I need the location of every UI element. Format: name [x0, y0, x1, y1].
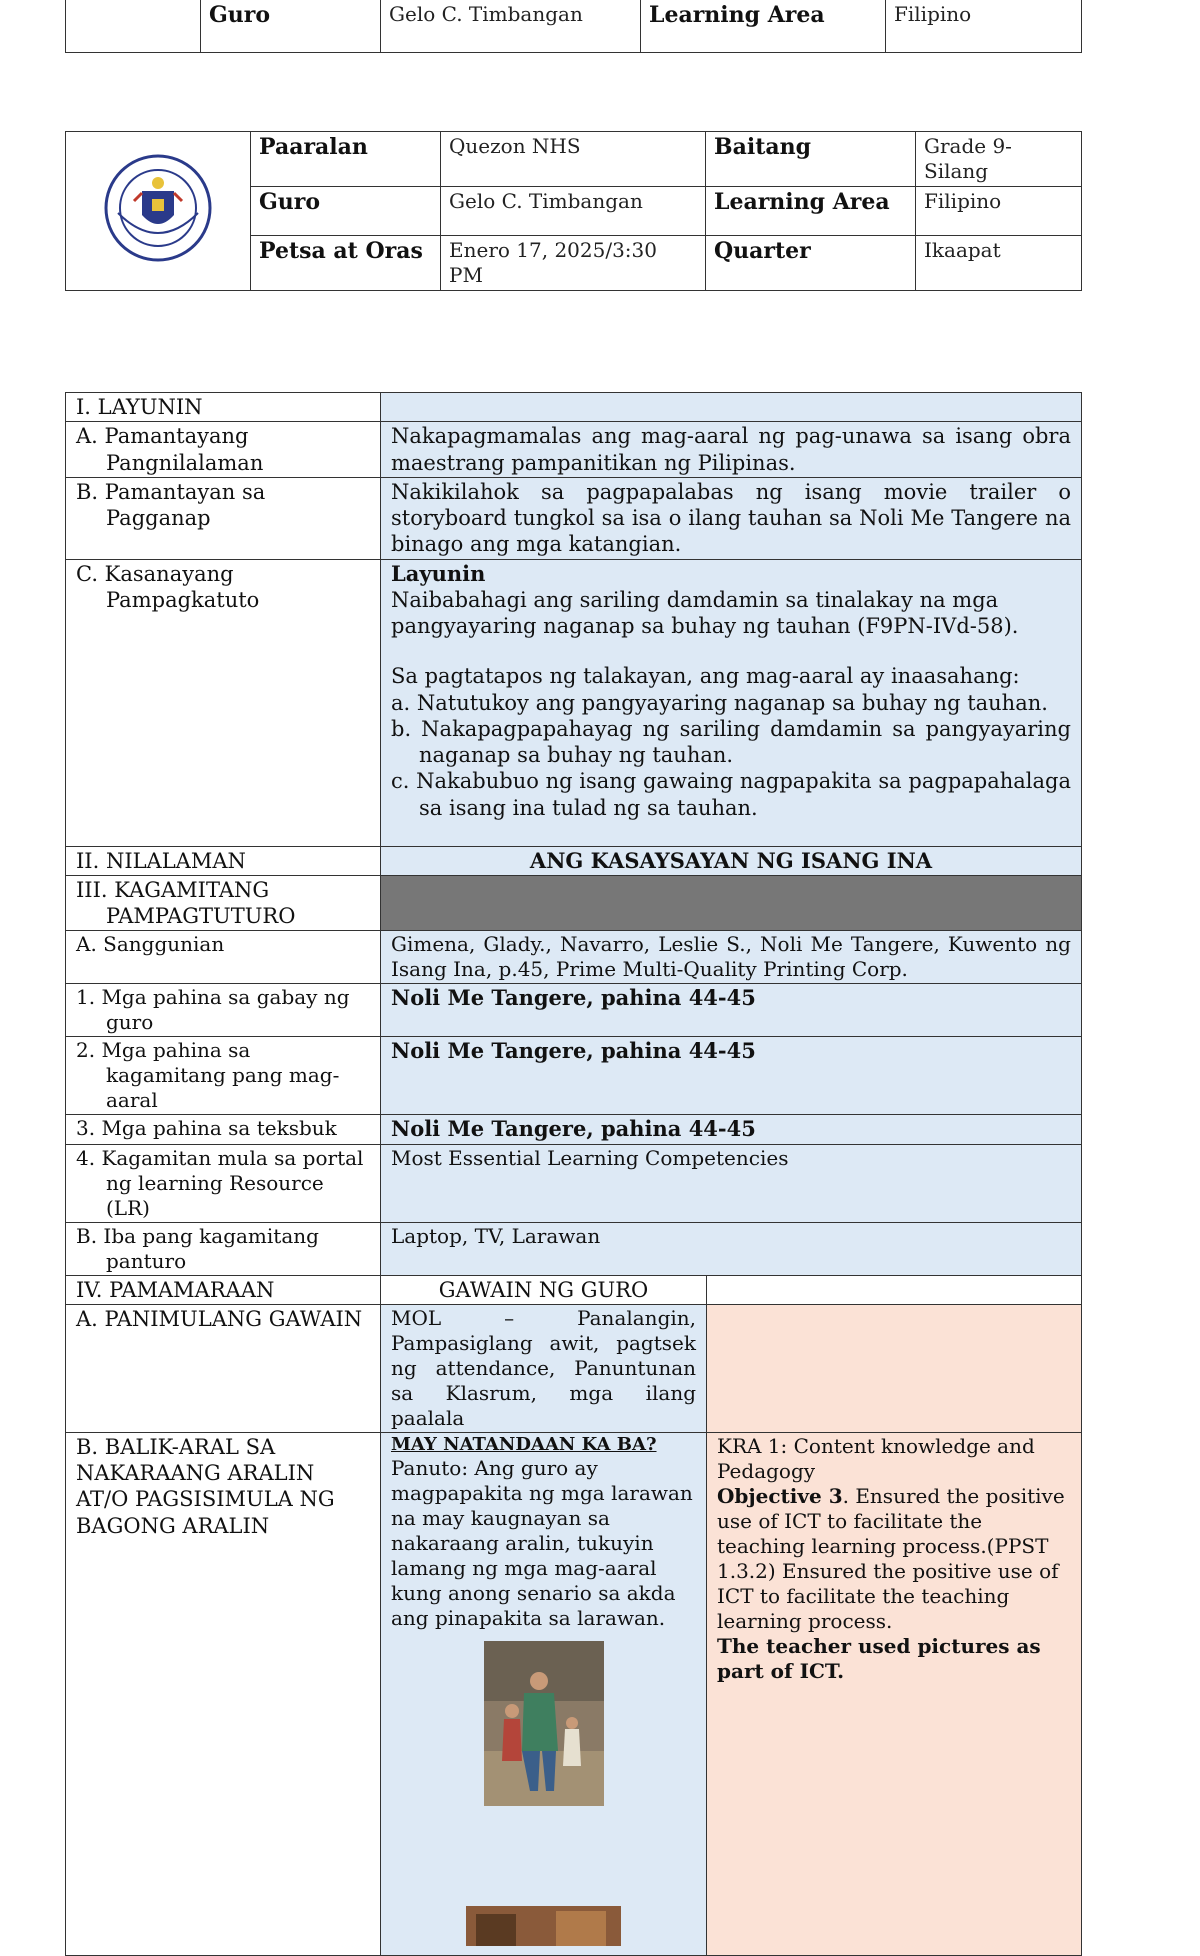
pamamaraan-right-blank	[707, 1275, 1082, 1304]
balik-aral-title: MAY NATANDAAN KA BA?	[391, 1433, 657, 1455]
objective-3-text: . Ensured the positive use of ICT to facilitate the teaching learning process.(PPST 1.3.2) Ensured the positive use of ICT to facilitate the teaching learning process.	[717, 1483, 1065, 1633]
objective-item-c: c. Nakabubuo ng isang gawaing nagpapakita sa pagpapahalaga sa isang ina tulad ng sa tauhan.	[391, 769, 1071, 820]
deped-seal-cell	[66, 132, 251, 291]
panimula-label: A. PANIMULANG GAWAIN	[66, 1304, 381, 1432]
nilalaman-value: ANG KASAYSAYAN NG ISANG INA	[381, 846, 1082, 875]
balik-aral-content	[381, 1432, 707, 1955]
learning-area-value: Filipino	[916, 187, 1082, 236]
top-strip-empty-cell	[66, 0, 201, 53]
learning-area-label: Learning Area	[706, 187, 916, 236]
top-learning-area-label: Learning Area	[641, 0, 886, 53]
objective-item-a: a. Natutukoy ang pangyayaring naganap sa buhay ng tauhan.	[391, 690, 1048, 715]
nilalaman-label: II. NILALAMAN	[66, 846, 381, 875]
pamantayan-pagganap-text: Nakikilahok sa pagpapalabas ng isang movie trailer o storyboard tungkol sa isa o ilang tauhan sa Noli Me Tangere na binago ang mga katangian.	[381, 477, 1082, 559]
second-illustration-image	[466, 1906, 621, 1946]
guro-label: Guro	[251, 187, 441, 236]
deped-seal-icon	[98, 153, 218, 263]
iba-pang-kagamitan-label: B. Iba pang kagamitang panturo	[66, 1222, 381, 1275]
teksbuk-label: 3. Mga pahina sa teksbuk	[66, 1115, 381, 1144]
petsa-value: Enero 17, 2025/3:30 PM	[441, 236, 706, 291]
balik-aral-text: Panuto: Ang guro ay magpapakita ng mga larawan na may kaugnayan sa nakaraang aralin, tukuyin lamang ng mga mag-aaral kung anong senario sa akda ang pinapakita sa larawan.	[391, 1456, 693, 1631]
objective-3-label: Objective 3	[717, 1483, 843, 1508]
petsa-label: Petsa at Oras	[251, 236, 441, 291]
iba-pang-kagamitan-value: Laptop, TV, Larawan	[381, 1222, 1082, 1275]
panimula-text: MOL – Panalangin, Pampasiglang awit, pagtsek ng attendance, Panuntunan sa Klasrum, mga ilang paalala	[381, 1304, 707, 1432]
baitang-value: Grade 9-Silang	[916, 132, 1082, 187]
story-illustration-image	[484, 1641, 604, 1806]
quarter-value: Ikaapat	[916, 236, 1082, 291]
pamamaraan-label: IV. PAMAMARAAN	[66, 1275, 381, 1304]
objective-item-b: b. Nakapagpapahayag ng sariling damdamin sa pangyayaring naganap sa buhay ng tauhan.	[391, 716, 1071, 767]
top-learning-area-value: Filipino	[886, 0, 1082, 53]
ict-note: The teacher used pictures as part of ICT.	[717, 1633, 1041, 1683]
kagamitan-grey-cell	[381, 875, 1082, 931]
balik-aral-label: B. BALIK-ARAL SA NAKARAANG ARALIN AT/O PAGSISIMULA NG BAGONG ARALIN	[66, 1432, 381, 1955]
panimula-peach-cell	[707, 1304, 1082, 1432]
top-guro-label: Guro	[201, 0, 381, 53]
kagamitang-mag-aaral-value: Noli Me Tangere, pahina 44-45	[381, 1037, 1082, 1115]
kagamitan-label: III. KAGAMITANG PAMPAGTUTURO	[66, 875, 381, 931]
lesson-plan-table	[65, 392, 1082, 1956]
kasanayang-pampagkatuto-label: C. Kasanayang Pampagkatuto	[66, 559, 381, 846]
top-strip-table	[65, 0, 1082, 53]
objectives-intro: Sa pagtatapos ng talakayan, ang mag-aaral ay inaasahang:	[391, 664, 1020, 689]
baitang-label: Baitang	[706, 132, 916, 187]
kra-text: KRA 1: Content knowledge and Pedagogy	[717, 1433, 1035, 1483]
guro-value: Gelo C. Timbangan	[441, 187, 706, 236]
header-table	[65, 131, 1082, 291]
kagamitang-mag-aaral-label: 2. Mga pahina sa kagamitang pang mag-aaral	[66, 1037, 381, 1115]
paaralan-value: Quezon NHS	[441, 132, 706, 187]
kra-notes-cell	[707, 1432, 1082, 1955]
layunin-text: Naibabahagi ang sariling damdamin sa tinalakay na mga pangyayaring naganap sa buhay ng tauhan (F9PN-IVd-58).	[391, 587, 1019, 638]
layunin-heading: I. LAYUNIN	[66, 393, 381, 422]
gabay-guro-value: Noli Me Tangere, pahina 44-45	[381, 984, 1082, 1037]
sanggunian-value: Gimena, Glady., Navarro, Leslie S., Noli Me Tangere, Kuwento ng Isang Ina, p.45, Prime Multi-Quality Printing Corp.	[381, 931, 1082, 984]
teksbuk-value: Noli Me Tangere, pahina 44-45	[381, 1115, 1082, 1144]
sanggunian-label: A. Sanggunian	[66, 931, 381, 984]
pamantayang-pangnilalaman-text: Nakapagmamalas ang mag-aaral ng pag-unawa sa isang obra maestrang pampanitikan ng Pilipinas.	[381, 422, 1082, 478]
gabay-guro-label: 1. Mga pahina sa gabay ng guro	[66, 984, 381, 1037]
kasanayang-pampagkatuto-content	[381, 559, 1082, 846]
top-guro-value: Gelo C. Timbangan	[381, 0, 641, 53]
quarter-label: Quarter	[706, 236, 916, 291]
paaralan-label: Paaralan	[251, 132, 441, 187]
pamantayan-pagganap-label: B. Pamantayan sa Pagganap	[66, 477, 381, 559]
layunin-title: Layunin	[391, 560, 486, 586]
pamantayang-pangnilalaman-label: A. Pamantayang Pangnilalaman	[66, 422, 381, 478]
layunin-blank-cell	[381, 393, 1082, 422]
portal-lr-label: 4. Kagamitan mula sa portal ng learning Resource (LR)	[66, 1144, 381, 1222]
portal-lr-value: Most Essential Learning Competencies	[381, 1144, 1082, 1222]
gawain-guro-heading: GAWAIN NG GURO	[381, 1275, 707, 1304]
